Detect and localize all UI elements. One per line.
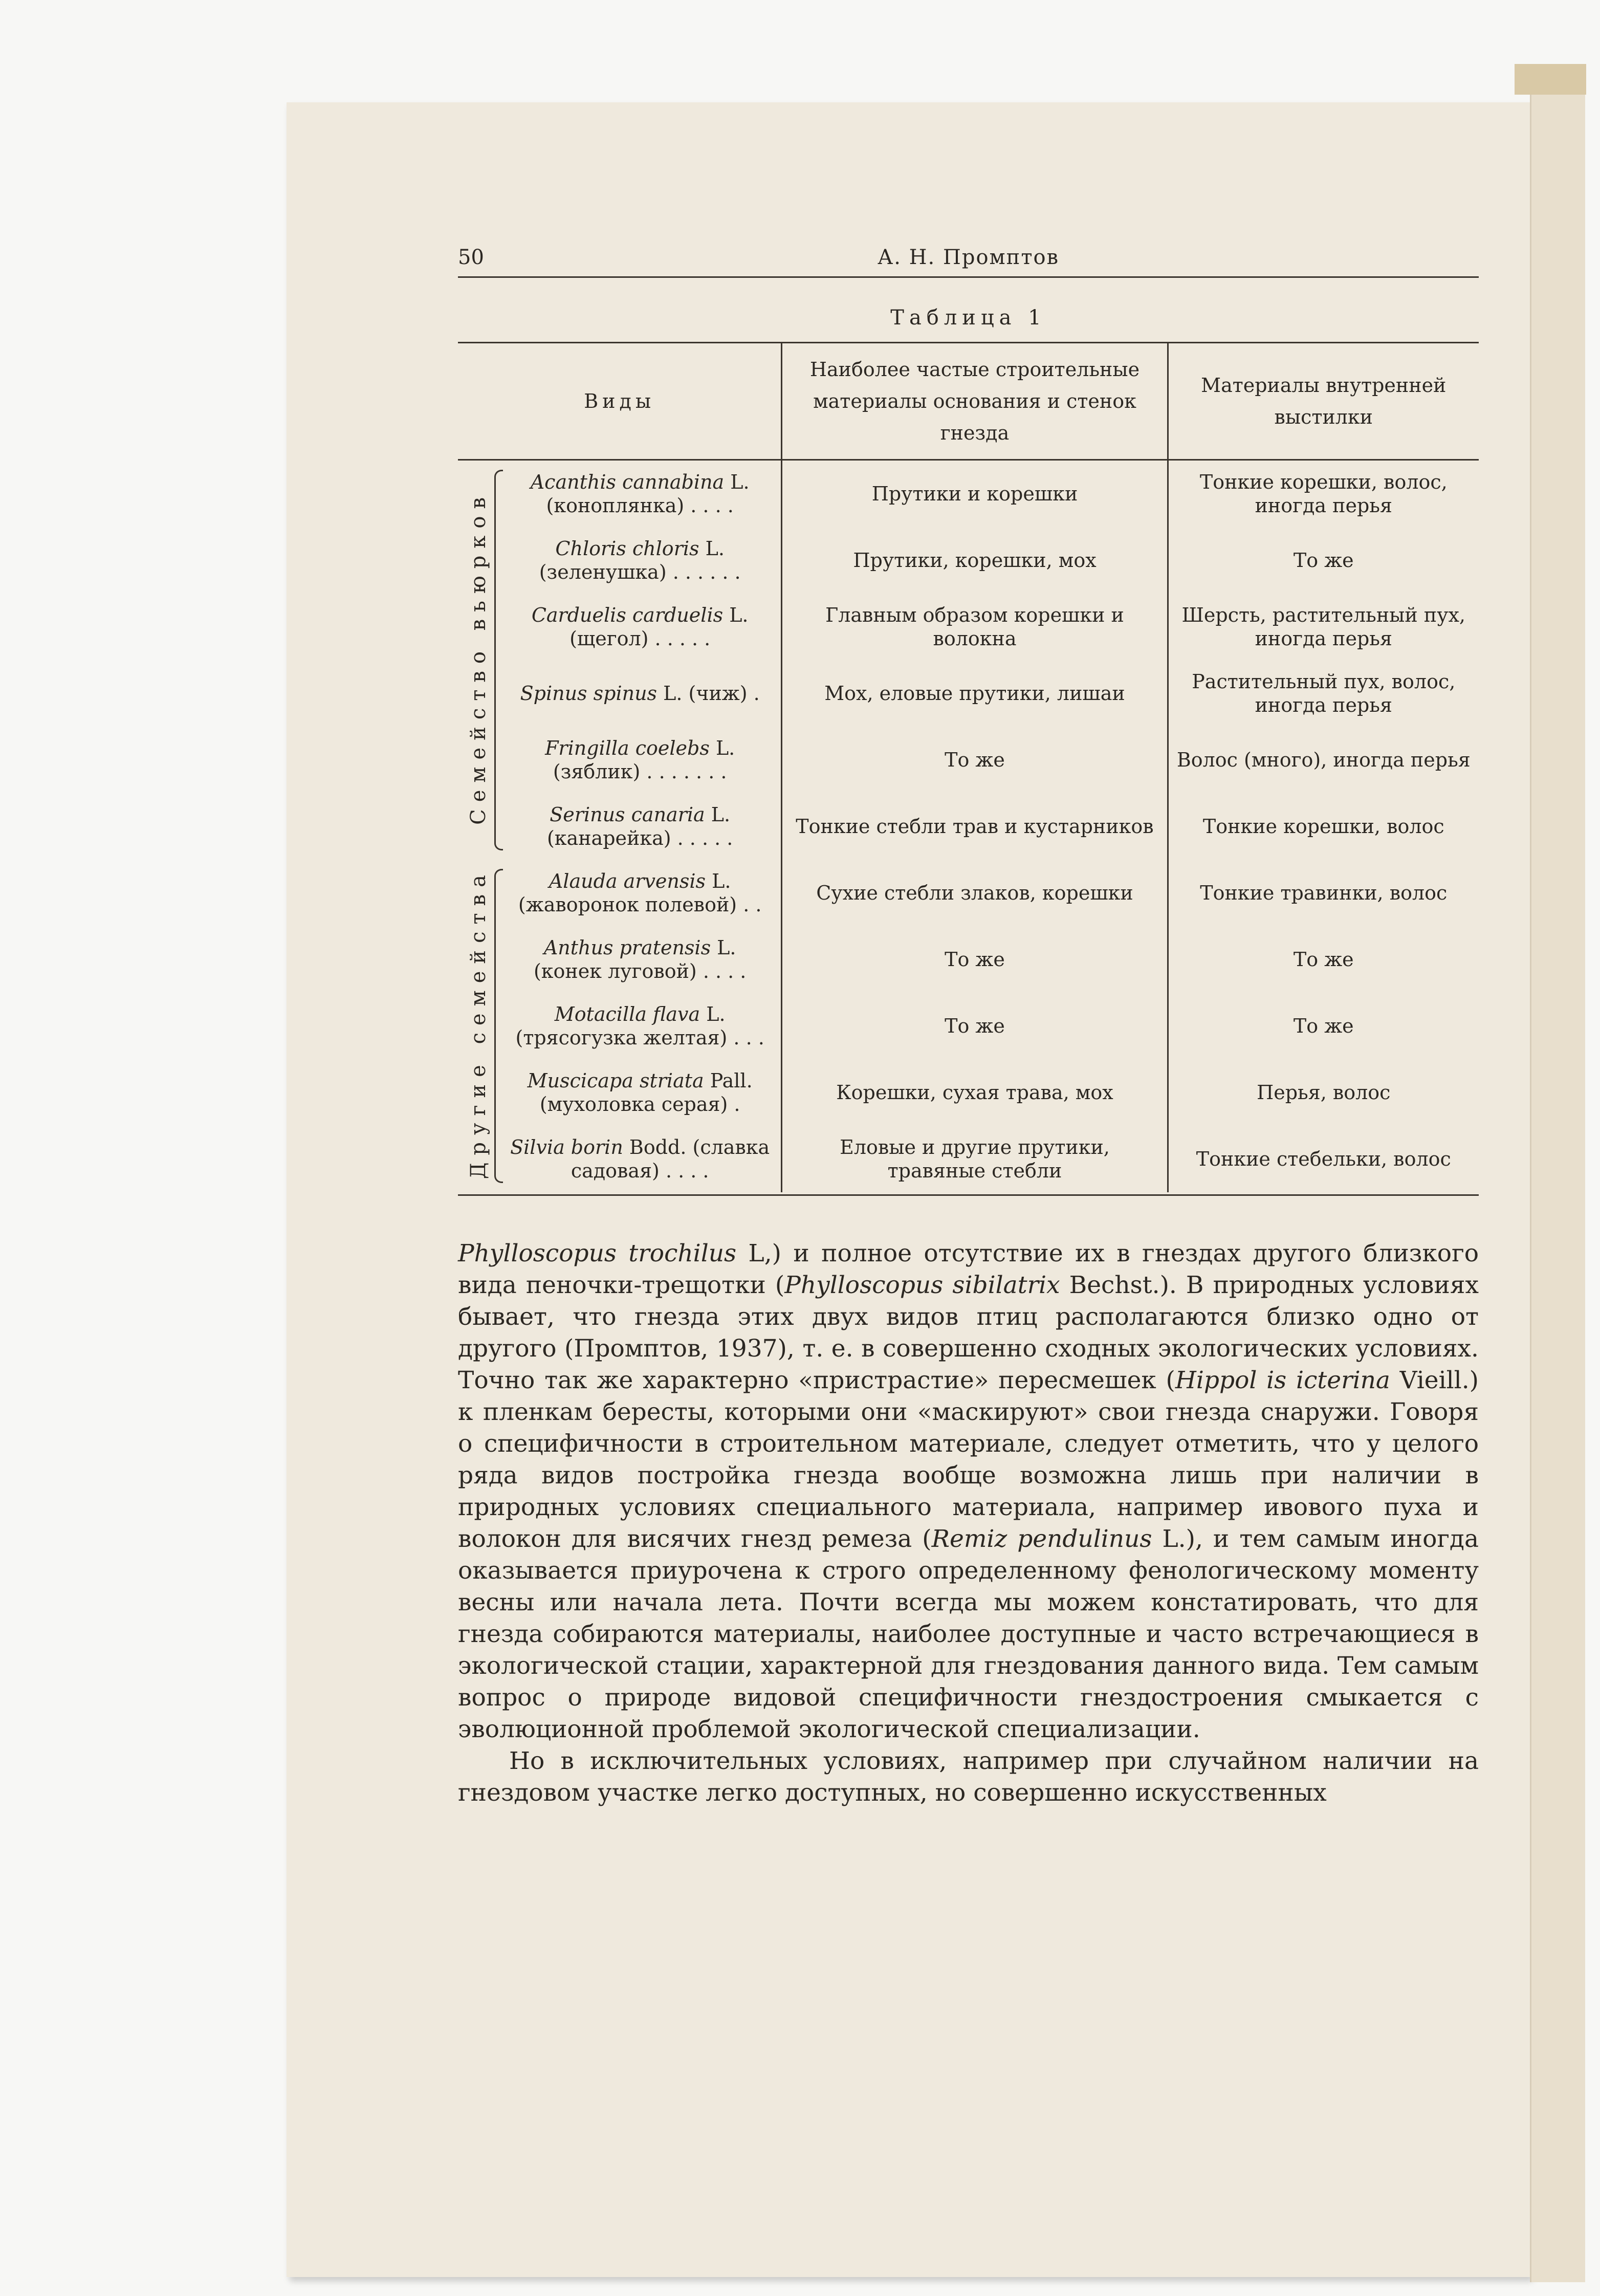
species-name-italic: Hippol is icterina	[1175, 1366, 1390, 1394]
col-species: Виды	[458, 343, 782, 460]
species-cell	[499, 793, 782, 860]
species-cell	[499, 727, 782, 793]
nest-materials-table	[458, 342, 1479, 1192]
table-header-row	[458, 343, 1479, 460]
common-name: L. (коноплянка) . . . .	[546, 471, 750, 517]
scientific-name: Acanthis cannabina	[530, 471, 725, 493]
scientific-name: Motacilla flava	[554, 1003, 700, 1025]
page-number: 50	[458, 246, 484, 269]
common-name: L. (трясогузка желтая) . . .	[515, 1003, 764, 1049]
common-name: L. (щегол) . . . . .	[569, 604, 749, 650]
species-cell	[499, 926, 782, 993]
base-materials-cell: Сухие стебли злаков, корешки	[782, 860, 1168, 926]
species-name-italic: Remiz pendulinus	[931, 1525, 1152, 1553]
table-row	[458, 594, 1479, 660]
common-name: Bodd. (славка садовая) . . . .	[571, 1136, 770, 1182]
lining-materials-cell: Перья, волос	[1168, 1059, 1479, 1126]
col-base-materials: Наиболее частые строительные материалы основания и стенок гнезда	[782, 343, 1168, 460]
table-end-rule	[458, 1194, 1479, 1197]
table-row	[458, 727, 1479, 793]
common-name: L. (зяблик) . . . . . . .	[553, 737, 735, 783]
family-label-text: Другие семейства	[466, 867, 490, 1179]
scientific-name: Spinus spinus	[520, 682, 657, 705]
base-materials-cell: То же	[782, 727, 1168, 793]
text-run: L,) и полное отсутствие их в гнездах другого близкого вида пеночки-трещотки (	[458, 1239, 1479, 1299]
lining-materials-cell: Тонкие стебельки, волос	[1168, 1126, 1479, 1192]
common-name: L. (конек луговой) . . . .	[533, 936, 747, 982]
species-cell	[499, 1126, 782, 1192]
table-caption: Таблица 1	[890, 306, 1046, 330]
lining-materials-cell: Растительный пух, волос, иногда перья	[1168, 660, 1479, 727]
scientific-name: Muscicapa striata	[527, 1069, 704, 1092]
common-name: L. (зеленушка) . . . . . .	[539, 537, 741, 583]
table-row	[458, 793, 1479, 860]
base-materials-cell: Прутики и корешки	[782, 460, 1168, 528]
base-materials-cell: Тонкие стебли трав и кустарников	[782, 793, 1168, 860]
table-row	[458, 993, 1479, 1059]
species-name-italic: Phylloscopus sibilatrix	[784, 1271, 1060, 1299]
text-run: Bechst.). В природных условиях бывает, что гнезда этих двух видов птиц располагаются близко одно от другого (Промптов, 1937), т. е. в совершенно сходных экологических условиях. Точно так же характерно «пристрастие» пересмешек (	[458, 1271, 1479, 1394]
base-materials-cell: Еловые и другие прутики, травяные стебли	[782, 1126, 1168, 1192]
table-row	[458, 926, 1479, 993]
lining-materials-cell: То же	[1168, 993, 1479, 1059]
body-text	[458, 1238, 1479, 1809]
base-materials-cell: Корешки, сухая трава, мох	[782, 1059, 1168, 1126]
common-name: Pall. (мухоловка серая) .	[539, 1069, 753, 1116]
group-brace	[494, 470, 503, 850]
species-cell	[499, 860, 782, 926]
species-cell	[499, 594, 782, 660]
family-label-text: Семейство вьюрков	[466, 490, 490, 825]
species-cell	[499, 460, 782, 528]
species-cell	[499, 1059, 782, 1126]
species-cell	[499, 660, 782, 727]
lining-materials-cell: Тонкие корешки, волос	[1168, 793, 1479, 860]
table-row	[458, 660, 1479, 727]
running-author: А. Н. Промптов	[877, 246, 1060, 269]
lining-materials-cell: То же	[1168, 527, 1479, 594]
paper-tab	[1515, 64, 1586, 95]
paragraph-1	[458, 1238, 1479, 1745]
common-name: L. (канарейка) . . . . .	[546, 803, 733, 849]
base-materials-cell: Прутики, корешки, мох	[782, 527, 1168, 594]
text-run: Vieill.) к пленкам бересты, которыми они «маскируют» свои гнезда снаружи. Говоря о специфичности в строительном материале, следует отметить, что у целого ряда видов постройка гнезда вообще возможна лишь при наличии в природных условиях специального материала, например ивового пуха и волокон для висячих гнезд ремеза (	[458, 1366, 1479, 1553]
next-page-edge	[1530, 72, 1585, 2282]
family-group-label	[458, 860, 499, 1192]
base-materials-cell: Мох, еловые прутики, лишаи	[782, 660, 1168, 727]
page-content	[458, 235, 1479, 1809]
text-run: L.), и тем самым иногда оказывается приурочена к строго определенному фенологическому моменту весны или начала лета. Почти всегда мы можем констатировать, что для гнезда собираются материалы, наиболее доступные и часто встречающиеся в экологической стации, характерной для гнездования данного вида. Тем самым вопрос о природе видовой специфичности гнездостроения смыкается с эволюционной проблемой экологической специализации.	[458, 1525, 1479, 1743]
table-row	[458, 860, 1479, 926]
scientific-name: Serinus canaria	[550, 803, 705, 826]
scientific-name: Alauda arvensis	[549, 870, 706, 892]
table-body	[458, 460, 1479, 1193]
base-materials-cell: То же	[782, 993, 1168, 1059]
col-lining-materials: Материалы внутренней выстилки	[1168, 343, 1479, 460]
paragraph-2: Но в исключительных условиях, например при случайном наличии на гнездовом участке легко доступных, но совершенно искусственных	[458, 1747, 1479, 1807]
running-header	[458, 235, 1479, 278]
lining-materials-cell: Тонкие травинки, волос	[1168, 860, 1479, 926]
table-row	[458, 460, 1479, 528]
base-materials-cell: То же	[782, 926, 1168, 993]
lining-materials-cell: Тонкие корешки, волос, иногда перья	[1168, 460, 1479, 528]
scientific-name: Anthus pratensis	[543, 936, 711, 959]
species-name-italic: Phylloscopus trochilus	[458, 1239, 737, 1267]
table-row	[458, 1059, 1479, 1126]
lining-materials-cell: Волос (много), иногда перья	[1168, 727, 1479, 793]
group-brace	[494, 869, 503, 1183]
scientific-name: Fringilla coelebs	[545, 737, 710, 759]
scientific-name: Silvia borin	[510, 1136, 623, 1158]
base-materials-cell: Главным образом корешки и волокна	[782, 594, 1168, 660]
scientific-name: Chloris chloris	[555, 537, 699, 560]
table-row	[458, 1126, 1479, 1192]
table-row	[458, 527, 1479, 594]
common-name: L. (чиж) .	[657, 682, 760, 705]
species-cell	[499, 527, 782, 594]
family-group-label	[458, 460, 499, 860]
lining-materials-cell: Шерсть, растительный пух, иногда перья	[1168, 594, 1479, 660]
common-name: L. (жаворонок полевой) . .	[518, 870, 762, 916]
lining-materials-cell: То же	[1168, 926, 1479, 993]
scientific-name: Carduelis carduelis	[531, 604, 724, 626]
species-cell	[499, 993, 782, 1059]
